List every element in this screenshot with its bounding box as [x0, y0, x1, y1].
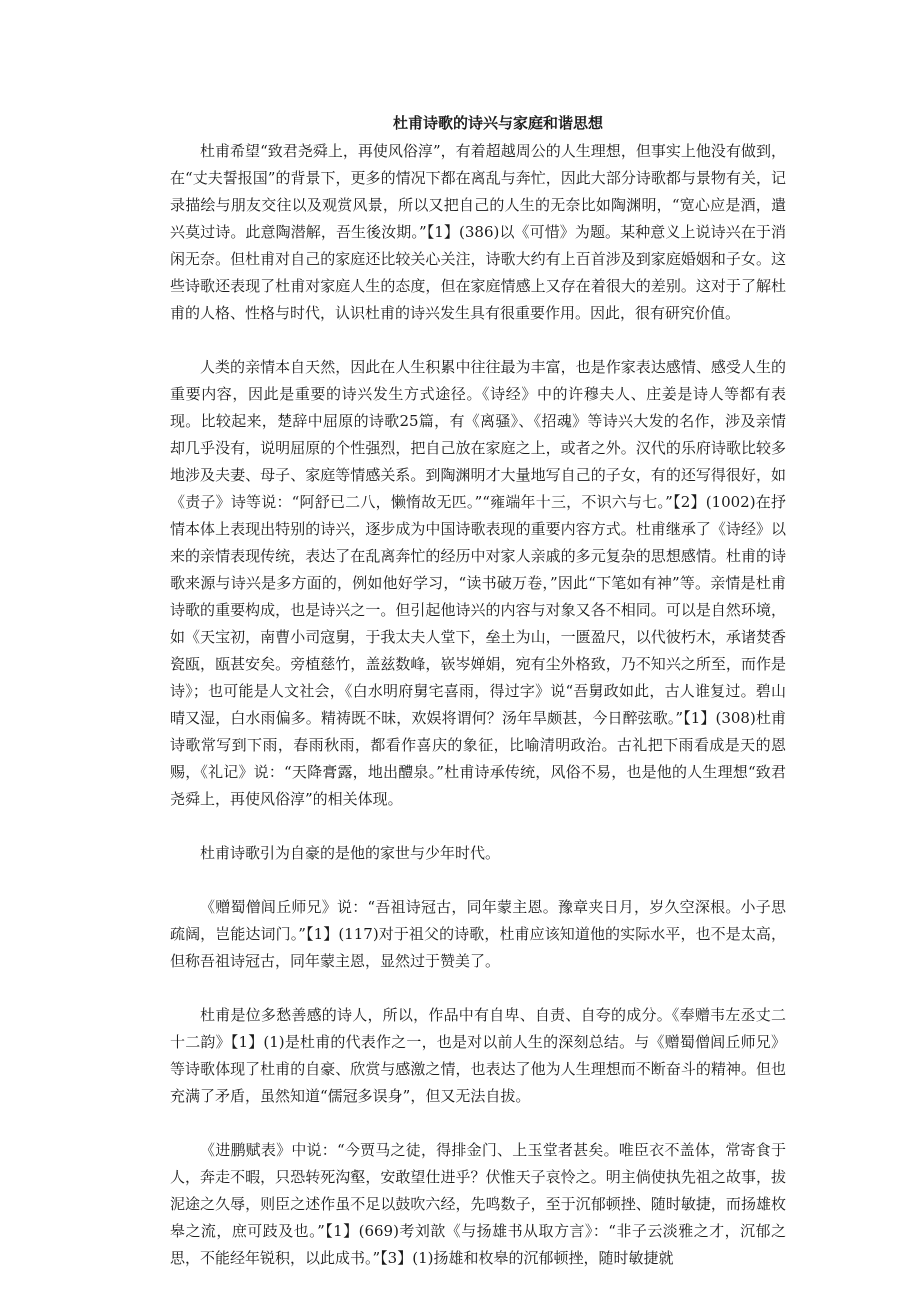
- paragraph-2: 人类的亲情本自天然，因此在人生积累中往往最为丰富，也是作家表达感情、感受人生的重要内容，因此是重要的诗兴发生方式途径。《诗经》中的许穆夫人、庄姜是诗人等都有表现。比较起来，楚辞中屈原的诗歌25篇，有《离骚》、《招魂》等诗兴大发的名作，涉及亲情却几乎没有，说明屈原的个性强烈，把自己放在家庭之上，或者之外。汉代的乐府诗歌比较多地涉及夫妻、母子、家庭等情感关系。到陶渊明才大量地写自己的子女，有的还写得很好，如《责子》诗等说：“阿舒已二八，懒惰故无匹。”“雍端年十三，不识六与七。”【2】(1002)在抒情本体上表现出特别的诗兴，逐步成为中国诗歌表现的重要内容方式。杜甫继承了《诗经》以来的亲情表现传统，表达了在乱离奔忙的经历中对家人亲戚的多元复杂的思想感情。杜甫的诗歌来源与诗兴是多方面的，例如他好学习，“读书破万卷，”因此“下笔如有神”等。亲情是杜甫诗歌的重要构成，也是诗兴之一。但引起他诗兴的内容与对象又各不相同。可以是自然环境，如《天宝初，南曹小司寇舅，于我太夫人堂下，垒土为山，一匮盈尺，以代彼朽木，承诸焚香瓷瓯，瓯甚安矣。旁植慈竹，盖兹数峰，嵚岑婵娟，宛有尘外格致，乃不知兴之所至，而作是诗》；也可能是人文社会，《白水明府舅宅喜雨，得过字》说“吾舅政如此，古人谁复过。碧山晴又湿，白水雨偏多。精祷既不昧，欢娱将谓何？汤年旱颇甚，今日醉弦歌。”【1】(308)杜甫诗歌常写到下雨，春雨秋雨，都看作喜庆的象征，比喻清明政治。古礼把下雨看成是天的恩赐，《礼记》说：“天降膏露，地出醴泉。”杜甫诗承传统，风俗不易，也是他的人生理想“致君尧舜上，再使风俗淳”的相关体现。: [170, 358, 786, 808]
- paragraph-3: 杜甫诗歌引为自豪的是他的家世与少年时代。: [200, 844, 501, 862]
- paragraph-gap: [170, 1110, 786, 1137]
- paragraph-5: 杜甫是位多愁善感的诗人，所以，作品中有自卑、自责、自夸的成分。《奉赠韦左丞丈二十二韵》【1】(1)是杜甫的代表作之一，也是对以前人生的深刻总结。与《赠蜀僧闾丘师兄》等诗歌体现了杜甫的自豪、欣赏与感激之情，也表达了他为人生理想而不断奋斗的精神。但也充满了矛盾，虽然知道“儒冠多误身”，但又无法自拔。: [170, 1006, 786, 1105]
- paragraph-gap: [170, 975, 786, 1002]
- paragraph-1: 杜甫希望“致君尧舜上，再使风俗淳”，有着超越周公的人生理想，但事实上他没有做到，在“丈夫誓报国”的背景下，更多的情况下都在离乱与奔忙，因此大部分诗歌都与景物有关，记录描绘与朋友交往以及观赏风景，所以又把自己的人生的无奈比如陶渊明，“宽心应是酒，遣兴莫过诗。此意陶潜解，吾生後汝期。”【1】(386)以《可惜》为题。某种意义上说诗兴在于消闲无奈。但杜甫对自己的家庭还比较关心关注，诗歌大约有上百首涉及到家庭婚姻和子女。这些诗歌还表现了杜甫对家庭人生的态度，但在家庭情感上又存在着很大的差别。这对于了解杜甫的人格、性格与时代，认识杜甫的诗兴发生具有很重要作用。因此，很有研究价值。: [170, 142, 786, 322]
- paragraph-gap: [170, 327, 786, 354]
- document-page: [170, 108, 786, 1272]
- document-title: 杜甫诗歌的诗兴与家庭和谐思想: [392, 114, 603, 132]
- paragraph-gap: [170, 867, 786, 894]
- paragraph-6: 《进鹏赋表》中说：“今贾马之徒，得排金门、上玉堂者甚矣。唯臣衣不盖体，常寄食于人，奔走不暇，只恐转死沟壑，安敢望仕进乎？伏惟天子哀怜之。明主倘使执先祖之故事，拔泥途之久辱，则臣之述作虽不足以鼓吹六经，先鸣数子，至于沉郁顿挫、随时敏捷，而扬雄枚皋之流，庶可跂及也。”【1】(669)考刘歆《与扬雄书从取方言》：“非子云淡雅之才，沉郁之思，不能经年锐积，以此成书。”【3】(1)扬雄和枚皋的沉郁顿挫，随时敏捷就: [170, 1141, 786, 1267]
- paragraph-gap: [170, 813, 786, 840]
- paragraph-4: 《赠蜀僧闾丘师兄》说：“吾祖诗冠古，同年蒙主恩。豫章夹日月，岁久空深根。小子思疏阔，岂能达词门。”【1】(117)对于祖父的诗歌，杜甫应该知道他的实际水平，也不是太高，但称吾祖诗冠古，同年蒙主恩，显然过于赞美了。: [170, 898, 786, 970]
